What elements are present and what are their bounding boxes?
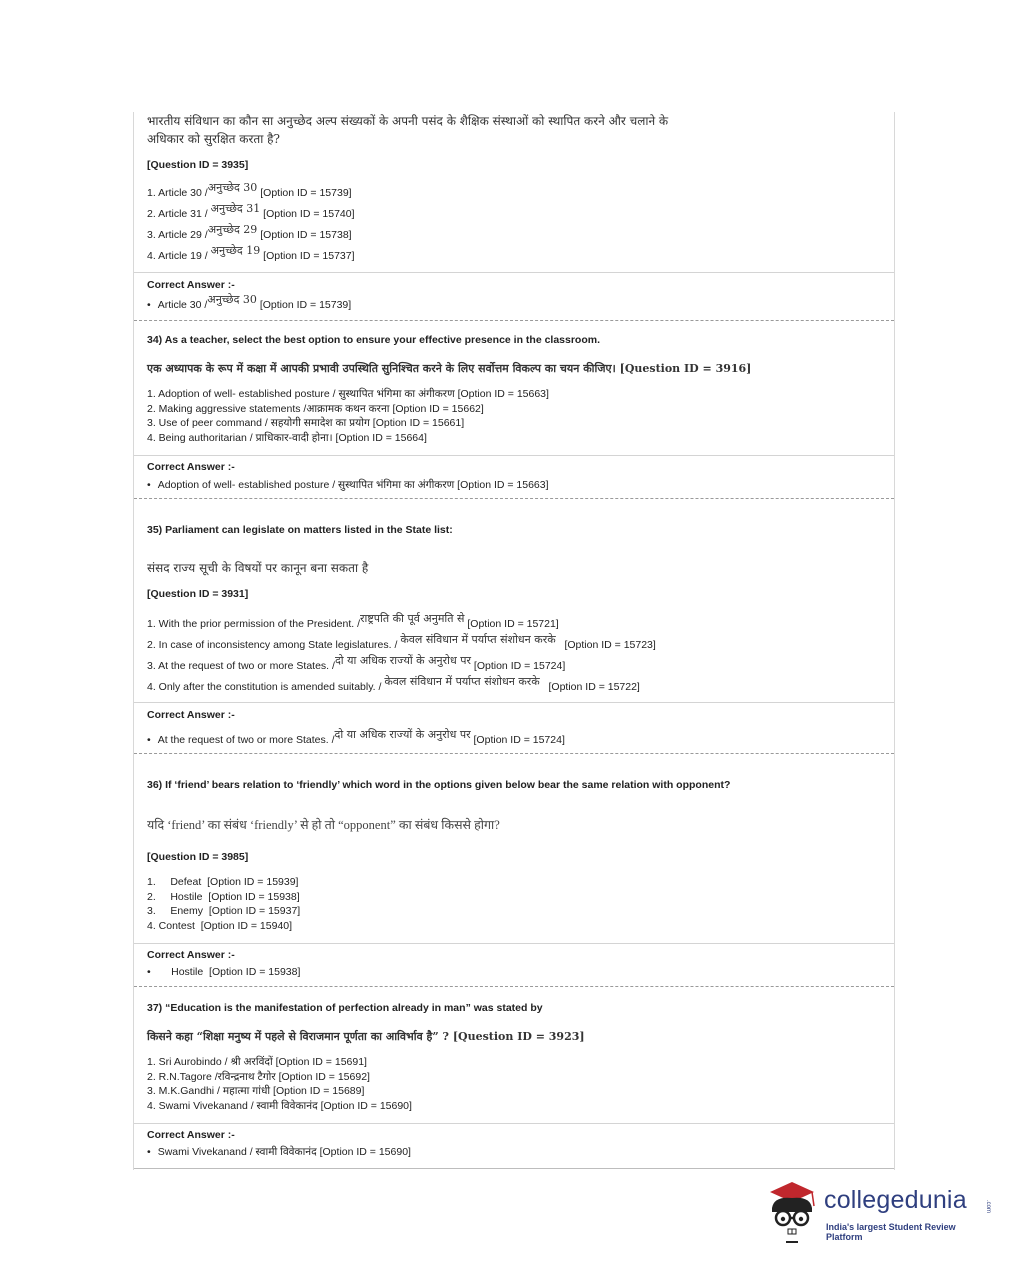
question-separator	[134, 320, 894, 321]
q35-option-1: 1. With the prior permission of the President. /राष्ट्रपति की पूर्व अनुमति से [Option ID = 15721]	[147, 612, 559, 630]
q34-correct-answer: • Adoption of well- established posture / सुस्थापित भंगिमा का अंगीकरण [Option ID = 15663]	[147, 479, 549, 492]
logo-wordmark: collegedunia	[824, 1186, 967, 1214]
q37-option-1: 1. Sri Aurobindo / श्री अरविंदों [Option ID = 15691]	[147, 1056, 367, 1068]
q33-text-line1: भारतीय संविधान का कौन सा अनुच्छेद अल्प संख्यकों के अपनी पसंद के शैक्षिक संस्थाओं को स्थापित करने और चलाने के	[147, 114, 669, 128]
q33-option-1: 1. Article 30 /अनुच्छेद 30 [Option ID = 15739]	[147, 181, 352, 199]
exam-sheet	[133, 112, 895, 1170]
page-bottom-rule	[134, 1168, 894, 1169]
q34-option-1: 1. Adoption of well- established posture / सुस्थापित भंगिमा का अंगीकरण [Option ID = 15663]	[147, 388, 549, 400]
q36-question-hi: यदि ‘friend’ का संबंध ‘friendly’ से हो तो “opponent” का संबंध किससे होगा?	[147, 818, 500, 832]
q37-option-2: 2. R.N.Tagore /रविन्द्रनाथ टैगोर [Option ID = 15692]	[147, 1071, 370, 1083]
q37-correct-answer: • Swami Vivekanand / स्वामी विवेकानंद [Option ID = 15690]	[147, 1146, 411, 1159]
divider	[134, 943, 894, 944]
q37-question-hi: किसने कहा “शिक्षा मनुष्य में पहले से विराजमान पूर्णता का आविर्भाव है” ? [Question ID = 3923]	[147, 1030, 585, 1043]
q33-text-line2: अधिकार को सुरक्षित करता है?	[147, 132, 280, 146]
q35-option-4: 4. Only after the constitution is amended suitably. / केवल संविधान में पर्याप्त संशोधन करके [Option ID = 15722]	[147, 675, 640, 693]
q33-question-id: [Question ID = 3935]	[147, 159, 249, 171]
question-separator	[134, 753, 894, 754]
q35-correct-label: Correct Answer :-	[147, 709, 235, 721]
divider	[134, 702, 894, 703]
q36-question-id: [Question ID = 3985]	[147, 851, 249, 863]
q37-correct-label: Correct Answer :-	[147, 1129, 235, 1141]
question-separator	[134, 498, 894, 499]
q37-option-4: 4. Swami Vivekanand / स्वामी विवेकानंद [Option ID = 15690]	[147, 1100, 412, 1112]
q35-option-3: 3. At the request of two or more States. /दो या अधिक राज्यों के अनुरोध पर [Option ID = 15724]	[147, 654, 566, 672]
q36-option-2: 2. Hostile [Option ID = 15938]	[147, 891, 300, 903]
q36-correct-label: Correct Answer :-	[147, 949, 235, 961]
q35-question-hi: संसद राज्य सूची के विषयों पर कानून बना सकता है	[147, 561, 369, 575]
q34-option-2: 2. Making aggressive statements /आक्रामक कथन करना [Option ID = 15662]	[147, 403, 484, 415]
q36-option-3: 3. Enemy [Option ID = 15937]	[147, 905, 301, 917]
collegedunia-logo	[762, 1178, 994, 1248]
logo-tagline: India's largest Student Review Platform	[826, 1222, 956, 1242]
divider	[134, 272, 894, 273]
q34-question-en: 34) As a teacher, select the best option to ensure your effective presence in the classroom.	[147, 334, 601, 346]
mascot-icon	[762, 1178, 824, 1248]
q36-question-en: 36) If ‘friend’ bears relation to ‘friendly’ which word in the options given below bear the same relation with opponent?	[147, 779, 731, 791]
q35-correct-answer: • At the request of two or more States. /दो या अधिक राज्यों के अनुरोध पर [Option ID = 15724]	[147, 733, 565, 747]
q33-option-4: 4. Article 19 / अनुच्छेद 19 [Option ID = 15737]	[147, 244, 355, 262]
q34-option-3: 3. Use of peer command / सहयोगी समादेश का प्रयोग [Option ID = 15661]	[147, 417, 465, 429]
q36-correct-answer: • Hostile [Option ID = 15938]	[147, 966, 301, 978]
q35-question-id: [Question ID = 3931]	[147, 588, 249, 600]
q33-option-2: 2. Article 31 / अनुच्छेद 31 [Option ID = 15740]	[147, 202, 355, 220]
q37-question-en: 37) “Education is the manifestation of perfection already in man” was stated by	[147, 1002, 543, 1014]
q35-option-2: 2. In case of inconsistency among State legislatures. / केवल संविधान में पर्याप्त संशोधन करके [Option ID = 15723]	[147, 633, 656, 651]
q34-question-hi: एक अध्यापक के रूप में कक्षा में आपकी प्रभावी उपस्थिति सुनिश्चित करने के लिए सर्वोत्तम विकल्प का चयन कीजिए। [Question ID = 3916]	[147, 362, 752, 375]
divider	[134, 455, 894, 456]
q37-option-3: 3. M.K.Gandhi / महात्मा गांधी [Option ID = 15689]	[147, 1085, 365, 1097]
question-separator	[134, 986, 894, 987]
q33-option-3: 3. Article 29 /अनुच्छेद 29 [Option ID = 15738]	[147, 223, 352, 241]
divider	[134, 1123, 894, 1124]
q35-question-en: 35) Parliament can legislate on matters listed in the State list:	[147, 524, 453, 536]
q34-correct-label: Correct Answer :-	[147, 461, 235, 473]
q33-correct-label: Correct Answer :-	[147, 279, 235, 291]
q36-option-4: 4. Contest [Option ID = 15940]	[147, 920, 293, 932]
q33-correct-answer: • Article 30 /अनुच्छेद 30 [Option ID = 15739]	[147, 298, 351, 312]
q36-option-1: 1. Defeat [Option ID = 15939]	[147, 876, 299, 888]
logo-com: .com	[985, 1200, 991, 1214]
q34-option-4: 4. Being authoritarian / प्राधिकार-वादी होना। [Option ID = 15664]	[147, 432, 427, 444]
